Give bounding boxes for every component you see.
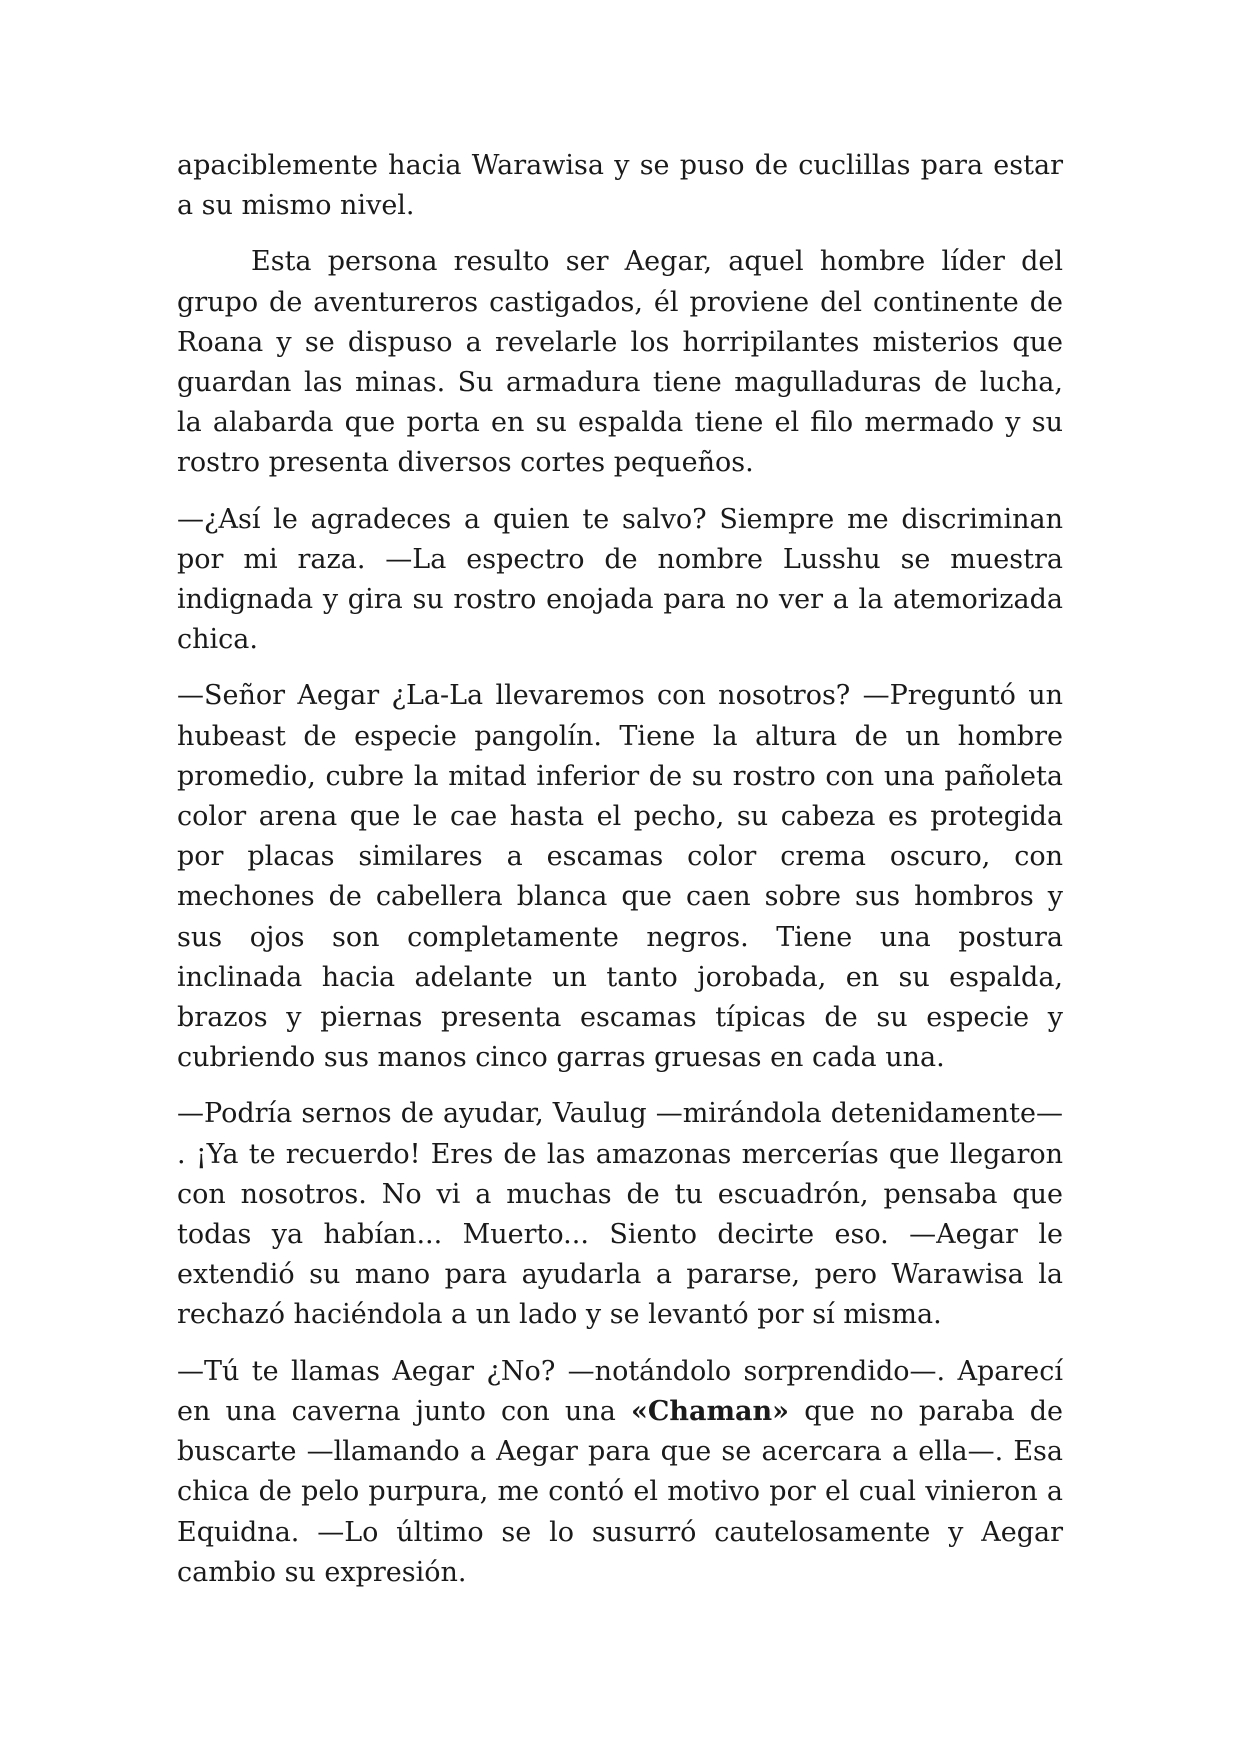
paragraph-6 (177, 1352, 1063, 1593)
chaman-emphasis: «Chaman» (630, 1395, 790, 1427)
paragraph-1: apaciblemente hacia Warawisa y se puso de cuclillas para estar a su mismo nivel. (177, 150, 1063, 222)
paragraph-5: —Podría sernos de ayudar, Vaulug —mirándola detenidamente— . ¡Ya te recuerdo! Eres de las amazonas mercerías que llegaron con nosotros. No vi a muchas de tu escuadrón, pensaba que todas ya habían... Muerto... Siento decirte eso. —Aegar le extendió su mano para ayudarla a pararse, pero Warawisa la rechazó haciéndola a un lado y se levantó por sí misma. (177, 1098, 1063, 1331)
paragraph-6-before: —Tú te llamas Aegar ¿No? —notándolo sorprendido—. Aparecí en una caverna junto con una (177, 1355, 1063, 1427)
paragraph-3: —¿Así le agradeces a quien te salvo? Siempre me discriminan por mi raza. —La espectro de nombre Lusshu se muestra indignada y gira su rostro enojada para no ver a la atemorizada chica. (177, 503, 1063, 656)
paragraph-2: Esta persona resulto ser Aegar, aquel hombre líder del grupo de aventureros castigados, él proviene del continente de Roana y se dispuso a revelarle los horripilantes misterios que guardan las minas. Su armadura tiene magulladuras de lucha, la alabarda que porta en su espalda tiene el filo mermado y su rostro presenta diversos cortes pequeños. (177, 246, 1063, 479)
document-page (177, 146, 1063, 1609)
paragraph-4: —Señor Aegar ¿La-La llevaremos con nosotros? —Preguntó un hubeast de especie pangolín. Tiene la altura de un hombre promedio, cubre la mitad inferior de su rostro con una pañoleta color arena que le cae hasta el pecho, su cabeza es protegida por placas similares a escamas color crema oscuro, con mechones de cabellera blanca que caen sobre sus hombros y sus ojos son completamente negros. Tiene una postura inclinada hacia adelante un tanto jorobada, en su espalda, brazos y piernas presenta escamas típicas de su especie y cubriendo sus manos cinco garras gruesas en cada una. (177, 680, 1063, 1074)
paragraph-6-after: que no paraba de buscarte —llamando a Aegar para que se acercara a ella—. Esa chica de pelo purpura, me contó el motivo por el cual vinieron a Equidna. —Lo último se lo susurró cautelosamente y Aegar cambio su expresión. (177, 1395, 1064, 1588)
